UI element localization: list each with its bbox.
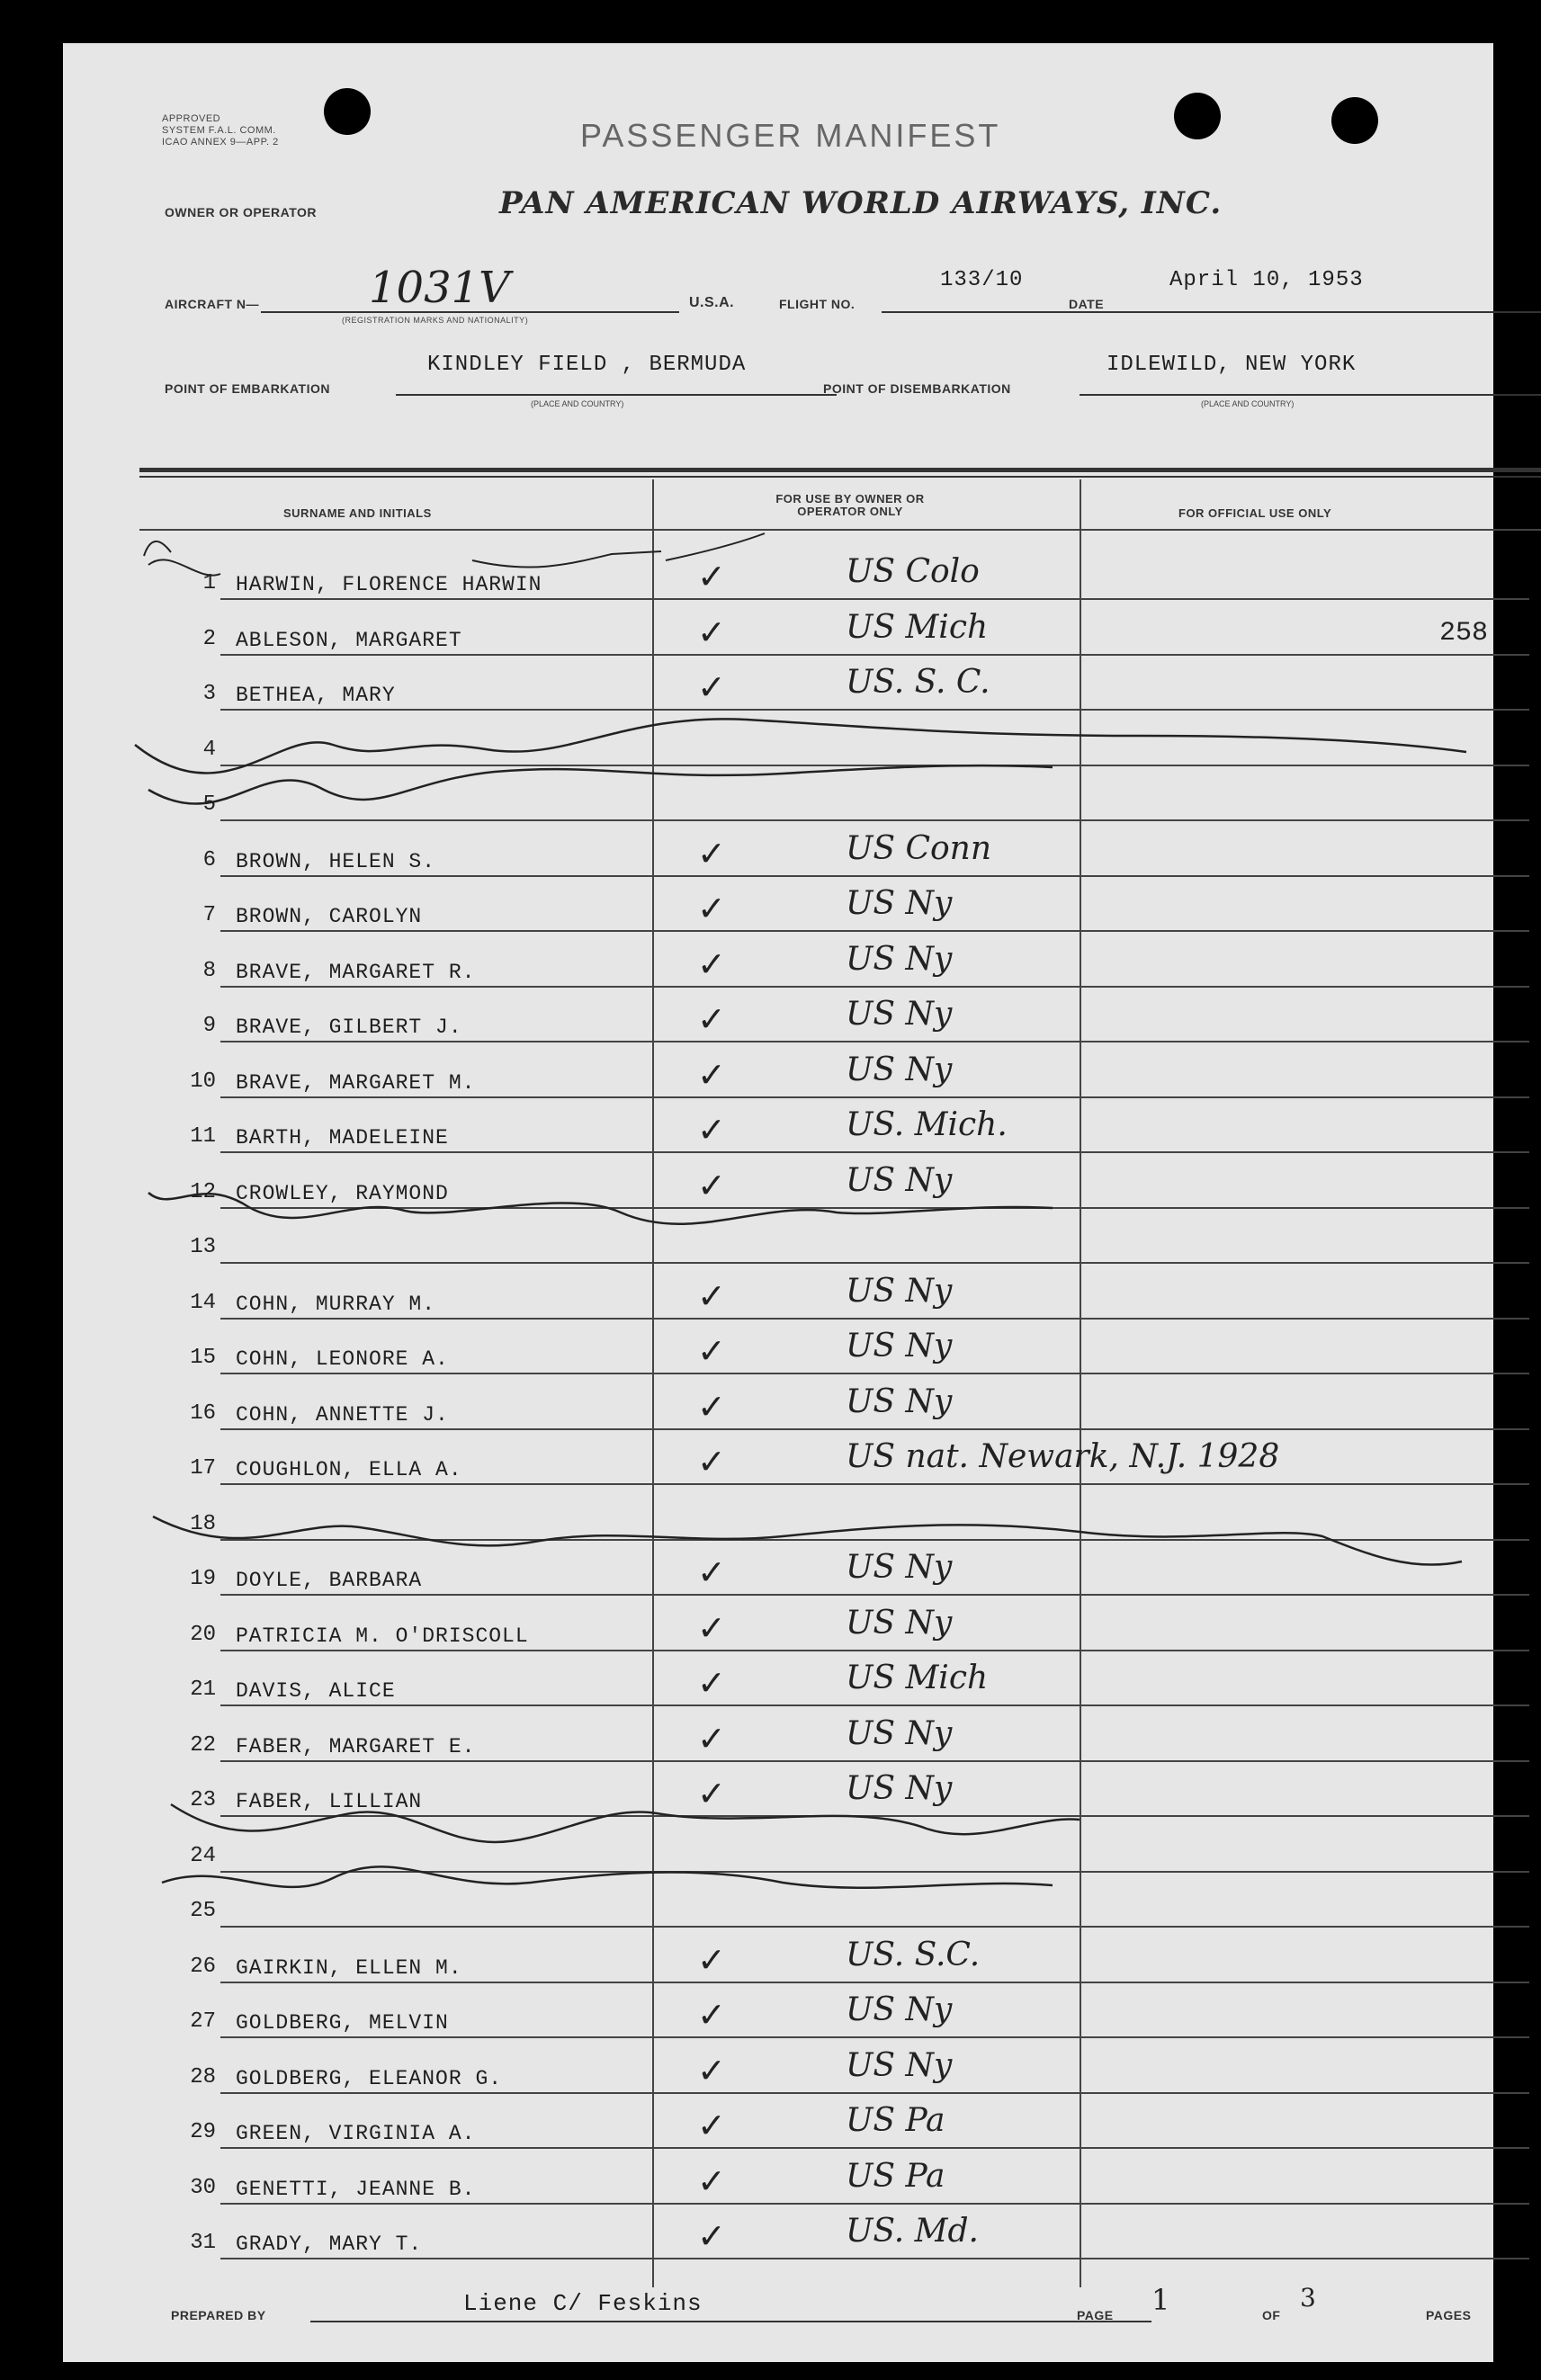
row-number: 2 [202, 626, 216, 651]
row-number: 5 [202, 792, 216, 817]
citizenship-note: US Ny [846, 940, 953, 978]
row-number: 8 [202, 958, 216, 983]
row-number: 21 [190, 1678, 216, 1702]
check-mark-icon: ✓ [697, 1552, 726, 1592]
passenger-name: GREEN, VIRGINIA A. [236, 2122, 476, 2145]
citizenship-note: US Conn [846, 829, 992, 867]
check-mark-icon: ✓ [697, 1607, 726, 1648]
form-title: PASSENGER MANIFEST [580, 117, 1001, 154]
row-number: 9 [202, 1014, 216, 1038]
row-number: 15 [190, 1346, 216, 1370]
pages-label: PAGES [1426, 2308, 1472, 2322]
check-mark-icon: ✓ [697, 2216, 726, 2256]
approval-line-3: ICAO ANNEX 9—APP. 2 [162, 137, 279, 148]
passenger-name: DAVIS, ALICE [236, 1679, 396, 1703]
citizenship-note: US Ny [846, 1770, 953, 1807]
citizenship-note: US Ny [846, 2046, 953, 2084]
header-official: FOR OFFICIAL USE ONLY [1178, 506, 1332, 520]
passenger-name: CROWLEY, RAYMOND [236, 1181, 449, 1205]
check-mark-icon: ✓ [697, 999, 726, 1039]
row-number: 1 [202, 571, 216, 595]
disembark-value: IDLEWILD, NEW YORK [1106, 353, 1357, 377]
registration-caption: (REGISTRATION MARKS AND NATIONALITY) [342, 316, 529, 325]
check-mark-icon: ✓ [697, 2161, 726, 2201]
check-mark-icon: ✓ [697, 1995, 726, 2035]
prepared-underline [310, 2321, 1151, 2322]
strikeout-scribbles [63, 43, 1493, 2362]
row-number: 31 [190, 2231, 216, 2255]
row-number: 12 [190, 1179, 216, 1204]
row-number: 14 [190, 1290, 216, 1315]
row-number: 13 [190, 1235, 216, 1259]
citizenship-note: US Ny [846, 1714, 953, 1752]
passenger-name: PATRICIA M. O'DRISCOLL [236, 1624, 529, 1648]
row-number: 4 [202, 737, 216, 762]
check-mark-icon: ✓ [697, 1275, 726, 1316]
disembark-place-caption: (PLACE AND COUNTRY) [1201, 399, 1295, 408]
row-number: 6 [202, 847, 216, 872]
row-number: 30 [190, 2175, 216, 2200]
passenger-name: BRAVE, MARGARET R. [236, 960, 476, 984]
passenger-name: BROWN, HELEN S. [236, 849, 436, 873]
citizenship-note: US Ny [846, 1272, 953, 1310]
check-mark-icon: ✓ [697, 1774, 726, 1813]
citizenship-note: US Ny [846, 1051, 953, 1088]
check-mark-icon: ✓ [697, 1718, 726, 1758]
passenger-name: BRAVE, GILBERT J. [236, 1016, 462, 1039]
aircraft-value: 1031V [369, 263, 510, 313]
passenger-name: COHN, LEONORE A. [236, 1347, 449, 1371]
embark-value: KINDLEY FIELD , BERMUDA [427, 353, 747, 377]
flight-label: FLIGHT NO. [779, 297, 856, 311]
row-number: 29 [190, 2120, 216, 2144]
row-number: 27 [190, 2009, 216, 2034]
row-number: 24 [190, 1843, 216, 1868]
embark-label: POINT OF EMBARKATION [165, 381, 330, 396]
page-value: 1 [1151, 2283, 1170, 2317]
row-number: 3 [202, 682, 216, 706]
passenger-name: COHN, MURRAY M. [236, 1292, 436, 1316]
row-number: 10 [190, 1069, 216, 1094]
passenger-name: DOYLE, BARBARA [236, 1569, 423, 1592]
citizenship-note: US Mich [846, 608, 989, 646]
aircraft-label: AIRCRAFT N— [165, 297, 260, 311]
flight-value: 133/10 [940, 268, 1024, 292]
header-surname: SURNAME AND INITIALS [283, 506, 432, 520]
citizenship-note: US. Mich. [846, 1106, 1008, 1143]
passenger-name: GENETTI, JEANNE B. [236, 2177, 476, 2201]
embark-place-caption: (PLACE AND COUNTRY) [531, 399, 624, 408]
citizenship-note: US. S. C. [846, 664, 990, 701]
owner-label: OWNER OR OPERATOR [165, 205, 317, 219]
citizenship-note: US Ny [846, 1604, 953, 1642]
passenger-name: BRAVE, MARGARET M. [236, 1070, 476, 1095]
check-mark-icon: ✓ [697, 1054, 726, 1095]
row-number: 28 [190, 2064, 216, 2089]
passenger-name: COUGHLON, ELLA A. [236, 1458, 462, 1481]
citizenship-note: US Ny [846, 1328, 953, 1364]
date-value: April 10, 1953 [1169, 268, 1364, 292]
citizenship-note: US nat. Newark, N.J. 1928 [846, 1438, 1280, 1475]
passenger-name: ABLESON, MARGARET [236, 628, 462, 652]
pages-total-value: 3 [1300, 2283, 1316, 2313]
owner-name: PAN AMERICAN WORLD AIRWAYS, INC. [499, 185, 1223, 221]
check-mark-icon: ✓ [697, 2106, 726, 2145]
official-use-value: 258 [1439, 617, 1489, 649]
row-number: 26 [190, 1954, 216, 1979]
citizenship-note: US Mich [846, 1660, 989, 1696]
passenger-name: BETHEA, MARY [236, 684, 396, 707]
citizenship-note: US Ny [846, 1161, 953, 1199]
check-mark-icon: ✓ [697, 1939, 726, 1980]
passenger-name: FABER, MARGARET E. [236, 1734, 476, 1758]
row-number: 17 [190, 1456, 216, 1481]
citizenship-note: US Ny [846, 1991, 953, 2028]
check-mark-icon: ✓ [697, 667, 726, 707]
row-number: 23 [190, 1788, 216, 1812]
row-number: 11 [190, 1124, 216, 1149]
citizenship-note: US. S.C. [846, 1936, 981, 1973]
check-mark-icon: ✓ [697, 1663, 726, 1703]
check-mark-icon: ✓ [697, 1165, 726, 1205]
header-owner: FOR USE BY OWNER OR OPERATOR ONLY [775, 492, 925, 518]
passenger-name: HARWIN, FLORENCE HARWIN [236, 573, 542, 596]
citizenship-note: US Pa [846, 2157, 945, 2195]
citizenship-note: US Ny [846, 885, 953, 922]
citizenship-note: US. Md. [846, 2213, 979, 2250]
check-mark-icon: ✓ [697, 2050, 726, 2090]
check-mark-icon: ✓ [697, 612, 726, 652]
row-number: 18 [190, 1511, 216, 1536]
prepared-value: Liene C/ Feskins [463, 2290, 703, 2317]
date-label: DATE [1069, 297, 1105, 311]
page-label: PAGE [1077, 2308, 1114, 2322]
prepared-label: PREPARED BY [171, 2308, 266, 2322]
manifest-page [63, 43, 1493, 2362]
row-number: 7 [202, 903, 216, 927]
passenger-name: COHN, ANNETTE J. [236, 1402, 449, 1427]
check-mark-icon: ✓ [697, 1110, 726, 1150]
passenger-name: GOLDBERG, ELEANOR G. [236, 2066, 503, 2090]
citizenship-note: US Colo [846, 553, 980, 590]
check-mark-icon: ✓ [697, 1386, 726, 1427]
citizenship-note: US Ny [846, 996, 953, 1033]
approval-line-2: SYSTEM F.A.L. COMM. [162, 125, 276, 136]
citizenship-note: US Ny [846, 1382, 953, 1420]
row-number: 16 [190, 1400, 216, 1426]
row-number: 22 [190, 1732, 216, 1758]
check-mark-icon: ✓ [697, 1442, 726, 1481]
of-label: OF [1262, 2308, 1281, 2322]
check-mark-icon: ✓ [697, 889, 726, 928]
usa-label: U.S.A. [689, 295, 735, 310]
passenger-name: BROWN, CAROLYN [236, 905, 423, 928]
check-mark-icon: ✓ [697, 1331, 726, 1371]
passenger-name: GRADY, MARY T. [236, 2232, 423, 2256]
citizenship-note: US Ny [846, 1549, 953, 1586]
passenger-name: FABER, LILLIAN [236, 1790, 423, 1813]
citizenship-note: US Pa [846, 2102, 945, 2139]
row-number: 19 [190, 1567, 216, 1591]
row-number: 25 [190, 1899, 216, 1923]
passenger-name: BARTH, MADELEINE [236, 1126, 449, 1150]
disembark-label: POINT OF DISEMBARKATION [823, 381, 1011, 396]
passenger-name: GOLDBERG, MELVIN [236, 2011, 449, 2035]
check-mark-icon: ✓ [697, 833, 726, 873]
passenger-name: GAIRKIN, ELLEN M. [236, 1955, 462, 1980]
check-mark-icon: ✓ [697, 944, 726, 984]
approval-line-1: APPROVED [162, 113, 221, 124]
row-number: 20 [190, 1622, 216, 1647]
check-mark-icon: ✓ [697, 557, 726, 596]
